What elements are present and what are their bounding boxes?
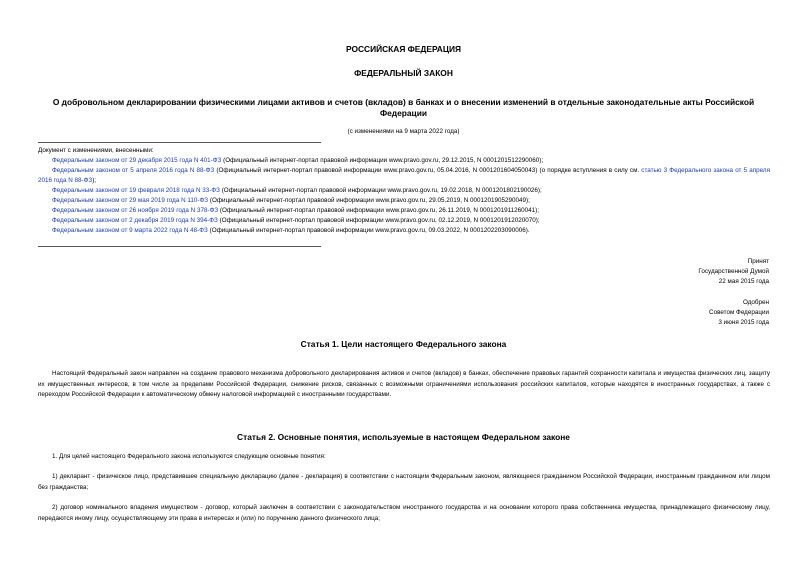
approved-block: Одобрен Советом Федерации 3 июня 2015 года xyxy=(709,299,769,326)
list-item: Федеральным законом от 26 ноября 2019 года N 378-ФЗ (Официальный интернет-портал правовой информации www.pravo.gov.ru, 26.11.2019, N 0001201911260041); xyxy=(52,207,540,214)
list-item: Федеральным законом от 29 мая 2019 года N 110-ФЗ (Официальный интернет-портал правовой информации www.pravo.gov.ru, 29.05.2019, N 0001201905290049); xyxy=(52,197,530,204)
amended-note: (с изменениями на 9 марта 2022 года) xyxy=(347,128,460,135)
article-2-p1: 1. Для целей настоящего Федерального закона используются следующие основные понятия: xyxy=(52,453,326,460)
article-1-title: Статья 1. Цели настоящего Федерального закона xyxy=(300,339,507,349)
accepted-block: Принят Государственной Думой 22 мая 2015 года xyxy=(698,258,769,285)
law-link[interactable]: Федеральным законом от 9 марта 2022 года N 48-ФЗ xyxy=(52,227,208,234)
law-title: О добровольном декларировании физическими лицами активов и счетов (вкладов) в банках и о внесении изменений в отдельные законодательные акты Российской Федерации xyxy=(52,97,755,118)
article-2-title: Статья 2. Основные понятия, используемые в настоящем Федеральном законе xyxy=(237,432,570,442)
changes-intro: Документ с изменениями, внесенными: xyxy=(38,147,154,154)
law-link[interactable]: Федеральным законом от 29 декабря 2015 года N 401-ФЗ xyxy=(52,157,222,164)
law-link[interactable]: Федеральным законом от 19 февраля 2018 года N 33-ФЗ xyxy=(52,187,220,194)
list-item: Федеральным законом от 2 декабря 2019 года N 394-ФЗ (Официальный интернет-портал правовой информации www.pravo.gov.ru, 02.12.2019, N 0001201912020070); xyxy=(52,217,540,224)
changes-list xyxy=(38,146,770,236)
law-link[interactable]: Федеральным законом от 5 апреля 2016 года N 88-ФЗ xyxy=(52,167,215,174)
divider-bottom xyxy=(38,246,321,247)
article-link[interactable]: статью 3 Федерального закона от 5 апреля 2016 года N 88-ФЗ xyxy=(38,167,771,184)
article-2-p2: 1) декларант - физическое лицо, представившее специальную декларацию (далее - декларация) в соответствии с настоящим Федеральным законом, являющееся гражданином Российской Федерации, иностранным гражданином или лицом без гражданства; xyxy=(38,473,770,491)
article-2-p3: 2) договор номинального владения имуществом - договор, который заключен в соответствии с законодательством иностранного государства и на основании которого права собственника имущества, принадлежащего физическому лицу, передаются иному лицу, осуществляющему эти права в интересах и (или) по поручению данного физического лица; xyxy=(38,504,770,522)
law-link[interactable]: Федеральным законом от 29 мая 2019 года N 110-ФЗ xyxy=(52,197,209,204)
list-item: Федеральным законом от 5 апреля 2016 года N 88-ФЗ (Официальный интернет-портал правовой информации www.pravo.gov.ru, 05.04.2016, N 0001201604050043) (о порядке вступления в силу см. статью 3 Федерального закона от 5 апреля 2016 года N 88-ФЗ); xyxy=(38,167,771,184)
list-item: Федеральным законом от 29 декабря 2015 года N 401-ФЗ (Официальный интернет-портал правовой информации www.pravo.gov.ru, 29.12.2015, N 0001201512290060); xyxy=(52,157,544,164)
divider-top xyxy=(38,142,321,143)
list-item: Федеральным законом от 19 февраля 2018 года N 33-ФЗ (Официальный интернет-портал правовой информации www.pravo.gov.ru, 19.02.2018, N 0001201802190026); xyxy=(52,187,542,194)
list-item: Федеральным законом от 9 марта 2022 года N 48-ФЗ (Официальный интернет-портал правовой информации www.pravo.gov.ru, 09.03.2022, N 0001202203090006). xyxy=(52,227,530,234)
article-1-text: Настоящий Федеральный закон направлен на создание правового механизма добровольного декларирования активов и счетов (вкладов) в банках, обеспечение правовых гарантий сохранности капитала и имущества физических лиц, защиту их имущественных интересов, в том числе за пределами Российской Федерации, снижение рисков, связанных с возможными ограничениями использования российских капиталов, которые находятся в иностранных государствах, а также с переходом Российской Федерации к автоматическому обмену налоговой информацией с иностранными государствами. xyxy=(38,370,770,398)
doc-type-heading: ФЕДЕРАЛЬНЫЙ ЗАКОН xyxy=(354,68,453,78)
law-link[interactable]: Федеральным законом от 2 декабря 2019 года N 394-ФЗ xyxy=(52,217,218,224)
law-link[interactable]: Федеральным законом от 26 ноября 2019 года N 378-ФЗ xyxy=(52,207,219,214)
country-heading: РОССИЙСКАЯ ФЕДЕРАЦИЯ xyxy=(345,44,462,54)
